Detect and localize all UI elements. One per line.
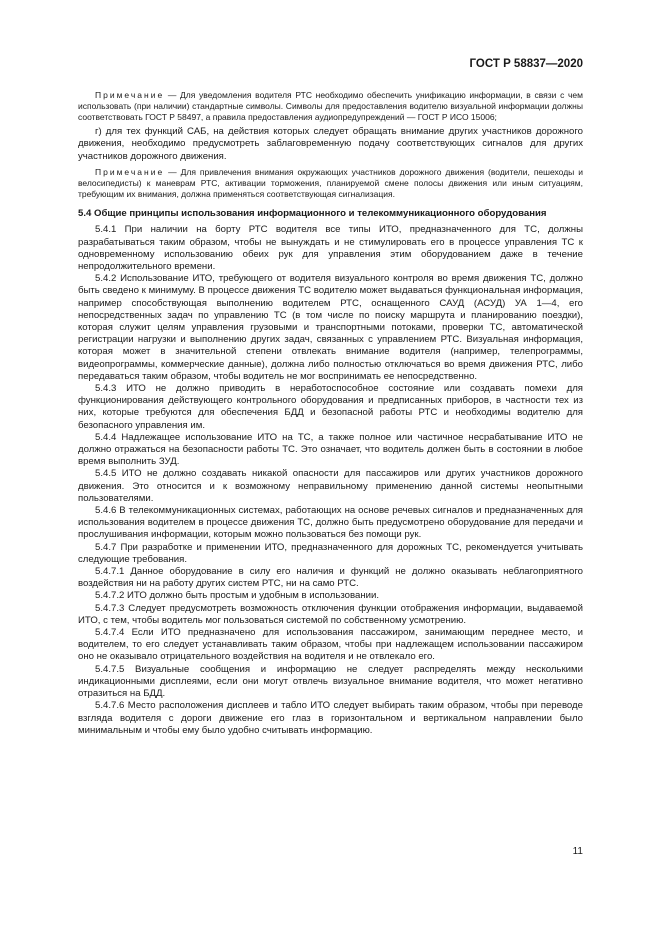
document-code: ГОСТ Р 58837—2020 (469, 58, 583, 70)
note-2 (78, 167, 583, 200)
paragraph: 5.4.7.1 Данное оборудование в силу его наличия и функций не должно оказывать неблагоприятного воздействия ни на работу других систем РТС, ни на само РТС. (78, 566, 583, 590)
paragraph: 5.4.7.3 Следует предусмотреть возможность отключения функции отображения информации, выдаваемой ИТО, с тем, чтобы водитель мог пользоваться системой по собственному усмотрению. (78, 602, 583, 626)
paragraph: 5.4.7.4 Если ИТО предназначено для использования пассажиром, занимающим переднее место, и водителем, то его следует устанавливать таким образом, чтобы при надлежащем использовании пассажиром оно не оказывало отрицательного воздействия на водителя и не отвлекало его. (78, 627, 583, 663)
note-text: — Для привлечения внимания окружающих участников дорожного движения (водители, пешеходы и велосипедисты) к маневрам РТС, активации торможения, планируемой смене полосы движения или иным ситуациям, требующим их внимания, должна применяться соответствующая сигнализация. (78, 166, 583, 200)
note-label: Примечание (95, 90, 165, 100)
paragraph: 5.4.7.2 ИТО должно быть простым и удобным в использовании. (95, 590, 380, 602)
page-number: 11 (572, 846, 583, 857)
paragraph: 5.4.1 При наличии на борту РТС водителя все типы ИТО, предназначенного для ТС, должны разрабатываться таким образом, чтобы не вынуждать и не стимулировать его в процессе управления ТС к одновременному использованию обеих рук для управления этим оборудованием даже в течение непродолжительного времени. (78, 224, 583, 272)
note-text: — Для уведомления водителя РТС необходимо обеспечить унификацию информации, в связи с чем использовать (при наличии) стандартные символы. Символы для предоставления водителю визуальной информации должны соответствовать ГОСТ Р 58497, а правила предоставления аудиопредупреждений — ГОСТ Р ИСО 15006; (78, 90, 583, 123)
paragraph: 5.4.7.6 Место расположения дисплеев и табло ИТО следует выбирать таким образом, чтобы при переводе взгляда водителя с дороги движение его глаз в горизонтальном и вертикальном направлении было минимальным и чтобы ему было удобно считывать информацию. (78, 700, 583, 736)
section-heading: 5.4 Общие принципы использования информационного и телекоммуникационного оборудования (78, 208, 547, 220)
paragraph: 5.4.3 ИТО не должно приводить в неработоспособное состояние или создавать помехи для функционирования действующего контрольного оборудования и предписанных приборов, в частности тех из них, которые требуются для обеспечения БДД и безопасной работы РТС и необходимы водителю для безопасного управления им. (78, 383, 583, 431)
paragraph: 5.4.7.5 Визуальные сообщения и информацию не следует распределять между несколькими индикационными дисплеями, если они могут отвлечь визуальное внимание водителя, что может негативно отразиться на БДД. (78, 663, 583, 700)
page-body (78, 90, 583, 737)
note-label: Примечание (95, 166, 165, 177)
paragraph: 5.4.2 Использование ИТО, требующего от водителя визуального контроля во время движения ТС, должно быть сведено к минимуму. В процессе движения ТС водителю может выдаваться функциональная информация, например способствующая выполнению водителем РТС, оснащенного САУД (АСУД) УА 1—4, его непосредственных задач по управлению ТС (в том числе по поиску маршрута и планированию поездки), которая служит целям управления грузовыми и транспортными потоками, проверки ТС, автоматической регистрации нагрузки и выполнению других задач, связанных с управлением РТС. Визуальная информация, которая может в значительной степени отвлекать внимание водителя (например, телепрограммы, видеопрограммы, коммерческие данные), должна либо полностью отключаться во время движения РТС, либо передаваться таким образом, чтобы водитель не мог воспринимать ее непосредственно. (78, 273, 583, 382)
note-1 (78, 90, 583, 123)
paragraph: 5.4.5 ИТО не должно создавать никакой опасности для пассажиров или других участников дорожного движения. Это относится и к возможному неправильному применению данной системы неопытными пользователями. (78, 468, 583, 504)
list-item-g: г) для тех функций САБ, на действия которых следует обращать внимание других участников дорожного движения, необходимо предусмотреть заблаговременную подачу соответствующих сигналов для других участников дорожного движения. (78, 126, 583, 162)
paragraph: 5.4.4 Надлежащее использование ИТО на ТС, а также полное или частичное несрабатывание ИТО не должно отражаться на безопасности работы ТС. Это означает, что водитель должен быть в состоянии в любое время выполнить ЗУД. (78, 431, 583, 468)
paragraph: 5.4.7 При разработке и применении ИТО, предназначенного для дорожных ТС, рекомендуется учитывать следующие требования. (78, 541, 583, 565)
paragraph: 5.4.6 В телекоммуникационных системах, работающих на основе речевых сигналов и предназначенных для использования водителем в процессе движения ТС, должно быть предусмотрено оборудование для передачи и прослушивания информации, которым можно пользоваться без помощи рук. (78, 505, 583, 541)
